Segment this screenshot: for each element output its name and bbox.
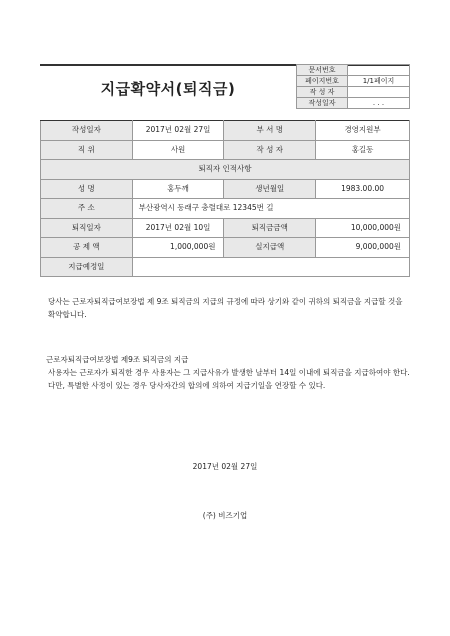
net-payment-label: 실지급액 xyxy=(224,238,316,258)
author-value: 홍길동 xyxy=(316,140,410,160)
department-label: 부 서 명 xyxy=(224,121,316,141)
issue-date: 2017년 02월 27일 xyxy=(192,462,258,471)
position-label: 직 위 xyxy=(41,140,133,160)
deduction-value: 1,000,000원 xyxy=(132,238,224,258)
address-value: 부산광역시 동래구 충렬대로 12345번 길 xyxy=(132,199,409,219)
department-value: 경영지원부 xyxy=(316,121,410,141)
created-date-value: 2017년 02월 27일 xyxy=(132,121,224,141)
address-label: 주 소 xyxy=(41,199,133,219)
law-title: 근로자퇴직급여보장법 제9조 퇴직금의 지급 xyxy=(46,355,189,364)
document-meta-table xyxy=(296,64,410,109)
deduction-label: 공 제 액 xyxy=(41,238,133,258)
meta-value xyxy=(348,65,410,76)
name-value: 홍두깨 xyxy=(132,179,224,199)
severance-amount-value: 10,000,000원 xyxy=(316,218,410,238)
author-label: 작 성 자 xyxy=(224,140,316,160)
company-name: (주) 비즈기업 xyxy=(202,511,248,520)
section-header-retiree-info: 퇴직자 인적사항 xyxy=(41,160,410,180)
meta-value: 1/1페이지 xyxy=(348,76,410,87)
meta-label: 작 성 자 xyxy=(297,87,348,98)
document-title: 지급확약서(퇴직금) xyxy=(100,79,236,98)
meta-label: 페이지번호 xyxy=(297,76,348,87)
meta-label: 문서번호 xyxy=(297,65,348,76)
law-text: 사용자는 근로자가 퇴직한 경우 사용자는 그 지급사유가 발생한 날부터 14일 이내에 퇴직금을 지급하여야 한다. 다만, 특별한 사정이 있는 경우 당사자간의 합의에 의하여 지급기일을 연장할 수 있다. xyxy=(48,368,410,390)
position-value: 사원 xyxy=(132,140,224,160)
retire-date-value: 2017년 02월 10일 xyxy=(132,218,224,238)
payment-date-label: 지급예정일 xyxy=(41,257,133,277)
birthdate-label: 생년월일 xyxy=(224,179,316,199)
pledge-paragraph: 당사는 근로자퇴직급여보장법 제 9조 퇴직금의 지급의 규정에 따라 상기와 같이 귀하의 퇴직금을 지급할 것을 확약합니다. xyxy=(48,297,403,319)
created-date-label: 작성일자 xyxy=(41,121,133,141)
net-payment-value: 9,000,000원 xyxy=(316,238,410,258)
severance-info-table xyxy=(40,120,410,277)
payment-date-value xyxy=(132,257,409,277)
meta-value: . . . xyxy=(348,98,410,109)
severance-amount-label: 퇴직금금액 xyxy=(224,218,316,238)
birthdate-value: 1983.00.00 xyxy=(316,179,410,199)
name-label: 성 명 xyxy=(41,179,133,199)
meta-label: 작성일자 xyxy=(297,98,348,109)
meta-value xyxy=(348,87,410,98)
retire-date-label: 퇴직일자 xyxy=(41,218,133,238)
